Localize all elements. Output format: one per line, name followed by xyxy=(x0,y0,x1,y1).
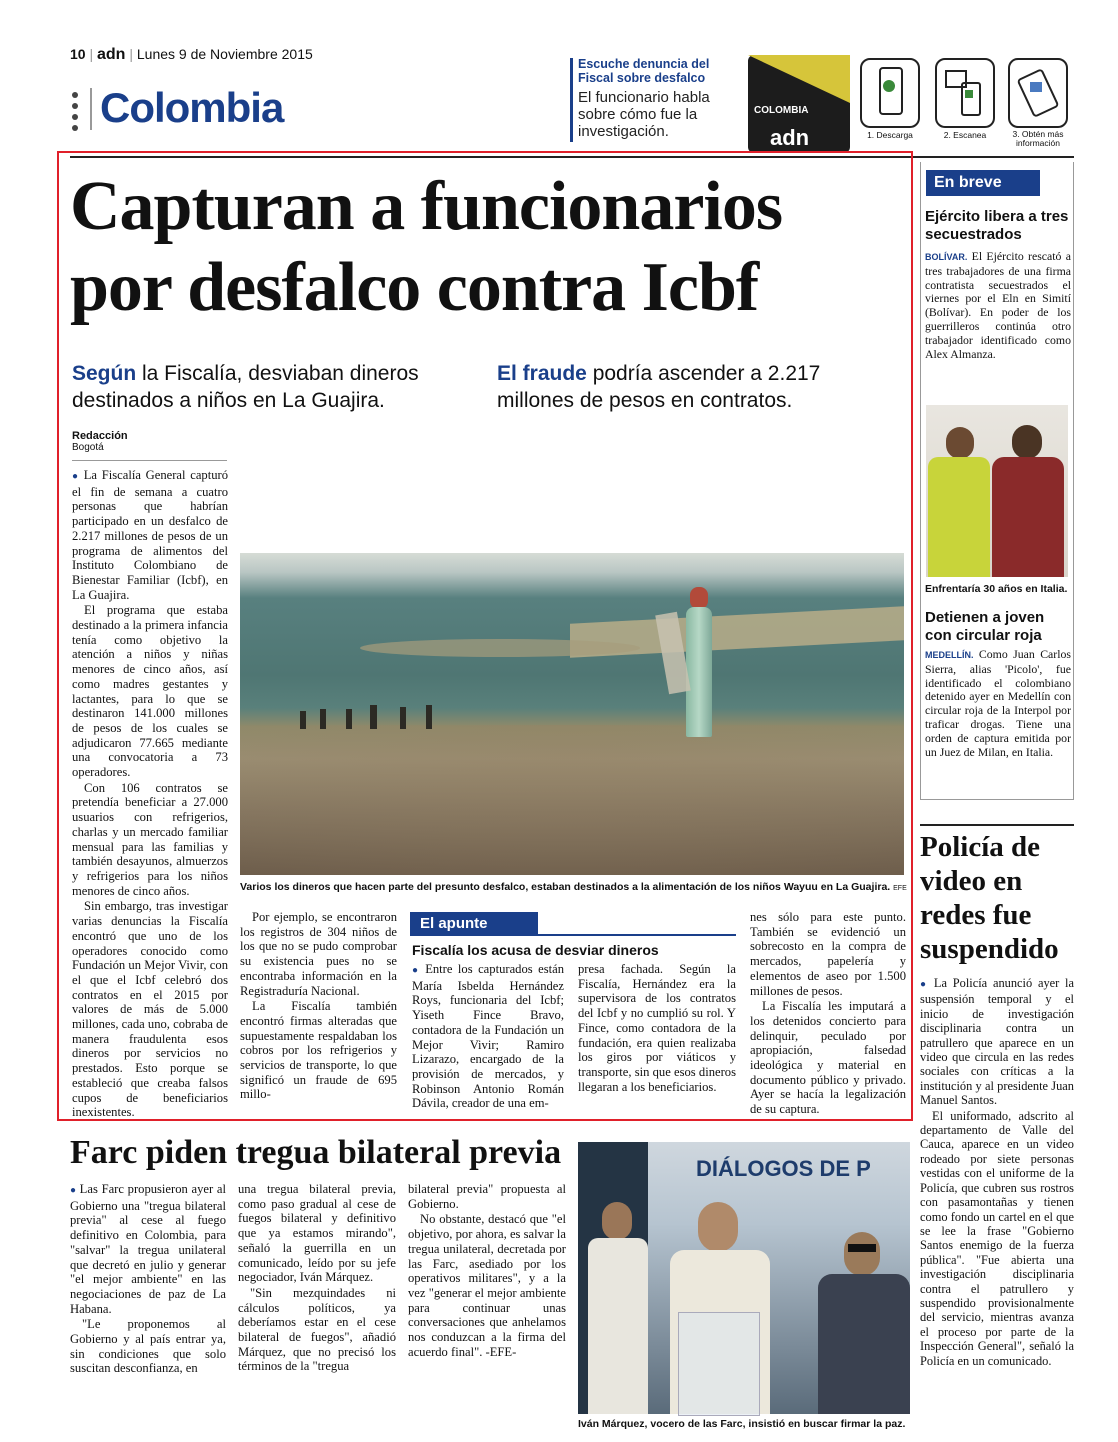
farc-col1-p1: Las Farc propusieron ayer al Gobierno una "tregua bilateral previa" al cese al fuego definitivo en Colombia, para "salvar" la tregua unilateral que decretó en julio y generar "el mejor ambiente" en las negociaciones de paz de La Habana. xyxy=(70,1182,226,1316)
step-3-label: 3. Obtén más información xyxy=(1012,129,1064,148)
main-col1-p2: El programa que estaba destinado a la primera infancia tenía como objetivo la atención a niños y niñas menores de cinco años, así como madres gestantes y lactantes, para lo que se destinaron 141.000 millones de pesos de los cuales se adjudicaron 77.665 mediante una convocatoria a 73 operadores. xyxy=(72,603,228,780)
page-number: 10 xyxy=(70,46,86,62)
qr-code-box[interactable] xyxy=(748,55,850,153)
apunte-col1-text: Entre los capturados están María Isbelda Hernández Roys, funcionaria del Icbf; Yiseth Fince Bravo, contadora de la Fundación un Mejor Vivir; Ramiro Lizarazo, encargado de la provisión de mercados, y Robinson Antonio Román Dávila, creador de una em- xyxy=(412,962,564,1111)
police-headline: Policía de video en redes fue suspendido xyxy=(920,831,1059,965)
bullet-icon: ● xyxy=(70,1185,80,1196)
brief-1-tag: BOLÍVAR. xyxy=(925,252,968,262)
apunte-label: El apunte xyxy=(410,912,538,936)
promo-accent-bar xyxy=(570,58,573,142)
main-col1-p1: La Fiscalía General capturó el fin de semana a cuatro personas que habrían participado en un desfalco de 2.217 millones de pesos de un programa de alimentos del Instituto Colombiano de Bienestar Familiar (Icbf), en La Guajira. xyxy=(72,468,228,602)
brief-photo xyxy=(926,405,1068,577)
police-article xyxy=(920,976,1074,1369)
farc-column-1 xyxy=(70,1182,226,1377)
bullet-icon: ● xyxy=(72,471,84,482)
main-photo-credit: EFE xyxy=(893,885,907,892)
brief-1-title: Ejército libera a tres secuestrados xyxy=(925,208,1069,243)
main-photo-caption-text: Varios los dineros que hacen parte del presunto desfalco, estaban destinados a la alimentación de los niños Wayuu en La Guajira. xyxy=(240,881,891,893)
farc-col3-p2: No obstante, destacó que "el objetivo, por ahora, es salvar la tregua unilateral, decretada por las Farc, asediado por los operativos militares", y a la vez "generar el mejor ambiente para continuar unas conversaciones que anhelamos nos conduzcan a la firma del acuerdo final". -EFE- xyxy=(408,1212,566,1359)
brief-photo-caption: Enfrentaría 30 años en Italia. xyxy=(925,583,1068,595)
step-2 xyxy=(930,58,1000,140)
deck-left-bold: Según xyxy=(72,362,137,385)
byline-city: Bogotá xyxy=(72,442,104,453)
farc-photo-caption: Iván Márquez, vocero de las Farc, insistió en buscar firmar la paz. xyxy=(578,1418,906,1430)
bullet-icon: ● xyxy=(412,965,426,976)
apunte-column-2 xyxy=(578,962,736,1095)
deck-left xyxy=(72,360,484,414)
main-column-1 xyxy=(72,468,228,1121)
deck-right-text: podría ascender a 2.217 millones de pesos en contratos. xyxy=(497,362,821,412)
deck-right xyxy=(497,360,897,414)
byline-rule xyxy=(72,460,227,461)
bullet-icon: ● xyxy=(920,979,934,990)
main-col4-p2: La Fiscalía les imputará a los detenidos concierto para delinquir, peculado por apropiación, falsedad ideológica y material en documento público y privado. Ayer se hacía la legalización de su captura. xyxy=(750,999,906,1117)
farc-photo-banner: DIÁLOGOS DE P xyxy=(696,1156,871,1181)
main-col4-p1: nes sólo para este punto. También se evidenció un sobrecosto en la compra de mercados, papelería y elementos de aseo por 1.500 millones de pesos. xyxy=(750,910,906,998)
farc-column-2 xyxy=(238,1182,396,1375)
main-col2-p1: Por ejemplo, se encontraron los registros de 304 niños de los que no se pudo comprobar su existencia pues no se encontraba información en la Registraduría Nacional. xyxy=(240,910,397,998)
promo-title: Escuche denuncia del Fiscal sobre desfalco xyxy=(578,57,710,85)
apunte-column-1 xyxy=(412,962,564,1112)
brief-2-tag: MEDELLÍN. xyxy=(925,650,974,660)
main-headline xyxy=(70,166,910,328)
main-col1-p3: Con 106 contratos se pretendía beneficiar a 27.000 usuarios con refrigerios, charlas y un mercado familiar mensual para las familias y también desayunos, almuerzos y refrigerios para los niños menores de cinco años. xyxy=(72,780,228,898)
phone-scan-icon xyxy=(935,58,995,128)
qr-label-top: COLOMBIA xyxy=(754,105,809,116)
person-figure xyxy=(678,587,718,747)
farc-col2-p2: "Sin mezquindades ni cálculos políticos, ya deberíamos estar en el cese bilateral de fuegos", añadió Márquez, que no precisó los términos de la "tregua xyxy=(238,1285,396,1374)
officer-figure xyxy=(928,427,990,577)
issue-date: Lunes 9 de Noviembre 2015 xyxy=(136,46,313,62)
byline xyxy=(72,430,222,453)
podium xyxy=(678,1312,760,1416)
section-title: Colombia xyxy=(100,84,284,131)
detainee-figure xyxy=(992,425,1064,577)
brief-1-body: El Ejército rescató a tres trabajadores de una firma contratista secuestrados el viernes por el Eln en Simití (Bolívar). En poder de los guerrilleros continúa otro trabajador identificado como Alex Almanza. xyxy=(925,249,1071,361)
wooden-posts xyxy=(300,703,440,733)
police-p2: El uniformado, adscrito al departamento de Valle del Cauca, aparece en un video rodeado por siete personas vestidas con el uniforme de la Policía, que cubren sus rostros con pasamontañas y tienen como fondo un cartel en el que se lee la frase "Gobierno Santos enemigo de la fuerza pública". "Fue abierta una investigación disciplinaria contra el patrullero y suspendido provisionalmente del servicio, mientras avanza el proceso por parte de la Inspección General", señaló la Policía en un comunicado. xyxy=(920,1108,1074,1368)
section-divider xyxy=(90,88,92,130)
apunte-title: Fiscalía los acusa de desviar dineros xyxy=(412,942,659,958)
police-p1: La Policía anunció ayer la suspensión temporal y el inicio de investigación disciplinaria contra un patrullero que aparece en un video que circula en las redes sociales con críticas a la institución y al presidente Juan Manuel Santos. xyxy=(920,976,1074,1108)
farc-col2-p1: una tregua bilateral previa, como paso gradual al cese de fuegos bilateral y definitivo que ya estamos mirando", señaló la guerrilla en un comunicado, leído por su jefe negociador, Iván Márquez. xyxy=(238,1182,396,1285)
farc-col3-p1: bilateral previa" propuesta al Gobierno. xyxy=(408,1182,566,1211)
phone-download-icon xyxy=(860,58,920,128)
main-column-4 xyxy=(750,910,906,1118)
man-left-figure xyxy=(588,1202,648,1414)
farc-photo xyxy=(578,1142,910,1414)
folio: 10 | adn | Lunes 9 de Noviembre 2015 xyxy=(70,46,313,63)
sidebar-label: En breve xyxy=(926,170,1040,196)
section-dots xyxy=(72,92,78,131)
main-photo-caption xyxy=(240,881,907,895)
brief-1-text xyxy=(925,250,1071,362)
main-headline-line-2: por desfalco contra Icbf xyxy=(70,249,759,326)
sidebar-rule xyxy=(920,824,1074,826)
deck-left-text: la Fiscalía, desviaban dineros destinados a niños en La Guajira. xyxy=(72,362,419,412)
main-photo xyxy=(240,553,904,875)
brief-2-body: Como Juan Carlos Sierra, alias 'Picolo', fue identificado el colombiano detenido ayer en Medellín con circular roja de la Interpol por traficar drogas. Tiene una orden de captura emitida por un Juez de Milan, en Italia. xyxy=(925,647,1071,759)
qr-label-brand: adn xyxy=(770,125,810,150)
farc-column-3 xyxy=(408,1182,566,1360)
main-column-2 xyxy=(240,910,397,1103)
brand-logo: adn xyxy=(97,46,126,63)
header-rule xyxy=(70,156,1074,158)
brief-2-title: Detienen a joven con circular roja xyxy=(925,609,1045,644)
phone-info-icon xyxy=(1008,58,1068,128)
main-headline-line-1: Capturan a funcionarios xyxy=(70,168,783,245)
byline-author: Redacción xyxy=(72,430,128,442)
farc-col1-p2: "Le proponemos al Gobierno y al país entrar ya, sin condiciones que solo suscitan desconfianza, en xyxy=(70,1317,226,1376)
main-col1-p4: Sin embargo, tras investigar varias denuncias la Fiscalía encontró que uno de los operadores conocido como Fundación un Mejor Vivir, con el que el Icbf celebró dos contratos en el 2015 por valores de más de 5.000 millones, cada uno, cobraba de manera fraudulenta esos dineros por servicios no prestados. Esto porque se estableció que creaba falsos cupos de beneficiarios inexistentes. xyxy=(72,899,228,1120)
man-right-figure xyxy=(818,1232,910,1414)
apunte-col2-text: presa fachada. Según la Fiscalía, Hernández era la supervisora de los contratos del Icbf y no cumplió su rol. Y Fince, como contadora de la fundación, era quien realizaba los giros por viáticos y transporte, sin que esos dineros llegaran a los beneficiarios. xyxy=(578,962,736,1094)
brief-2-text xyxy=(925,648,1071,760)
main-col2-p2: La Fiscalía también encontró firmas alteradas que supuestamente respaldaban los cobros por los refrigerios y servicios de transporte, lo que significó un fraude de 695 millo- xyxy=(240,999,397,1102)
step-1 xyxy=(855,58,925,140)
promo-text: El funcionario habla sobre cómo fue la investigación. xyxy=(578,89,710,140)
step-1-label: 1. Descarga xyxy=(867,130,913,140)
step-3 xyxy=(1002,58,1074,148)
deck-right-bold: El fraude xyxy=(497,362,587,385)
farc-headline: Farc piden tregua bilateral previa xyxy=(70,1134,562,1171)
apunte-rule xyxy=(538,934,736,936)
step-2-label: 2. Escanea xyxy=(943,130,987,140)
